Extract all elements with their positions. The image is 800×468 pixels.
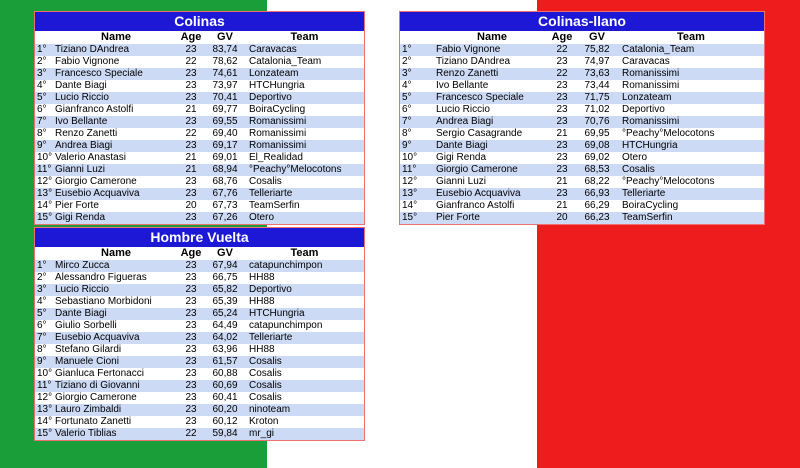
team-cell: Telleriarte <box>245 332 364 344</box>
table-row <box>35 56 364 68</box>
team-cell: El_Realidad <box>245 152 364 164</box>
rank-cell: 6° <box>35 320 55 332</box>
table-row <box>35 296 364 308</box>
rank-cell: 6° <box>35 104 55 116</box>
gv-cell: 67,26 <box>205 212 245 224</box>
ranking-table <box>35 247 364 440</box>
age-cell: 23 <box>548 188 576 200</box>
gv-cell: 78,62 <box>205 56 245 68</box>
gv-cell: 66,29 <box>576 200 618 212</box>
rank-cell: 15° <box>35 212 55 224</box>
gv-cell: 70,76 <box>576 116 618 128</box>
age-cell: 21 <box>548 176 576 188</box>
team-cell: Romanissimi <box>618 80 764 92</box>
table-row <box>35 104 364 116</box>
rank-cell: 14° <box>35 200 55 212</box>
age-cell: 23 <box>177 416 205 428</box>
gv-cell: 69,55 <box>205 116 245 128</box>
header-team: Team <box>677 31 705 43</box>
rank-cell: 7° <box>35 332 55 344</box>
rank-cell: 5° <box>35 308 55 320</box>
team-cell: Cosalis <box>245 176 364 188</box>
age-cell: 23 <box>177 332 205 344</box>
team-cell: ninoteam <box>245 404 364 416</box>
ranking-table-colinas-llano <box>399 11 765 225</box>
age-cell: 23 <box>177 380 205 392</box>
gv-cell: 74,61 <box>205 68 245 80</box>
rider-name-cell: Fabio Vignone <box>436 44 548 56</box>
gv-cell: 65,24 <box>205 308 245 320</box>
rank-cell: 12° <box>35 392 55 404</box>
rider-name-cell: Tiziano DAndrea <box>55 44 177 56</box>
ranking-table-hombre-vuelta <box>34 227 365 441</box>
rank-cell: 8° <box>35 344 55 356</box>
rank-cell: 12° <box>35 176 55 188</box>
rider-name-cell: Tiziano DAndrea <box>436 56 548 68</box>
header-name: Name <box>477 31 507 43</box>
rider-name-cell: Andrea Biagi <box>436 116 548 128</box>
gv-cell: 61,57 <box>205 356 245 368</box>
table-row <box>400 104 764 116</box>
team-cell: HH88 <box>245 296 364 308</box>
team-cell: Romanissimi <box>618 68 764 80</box>
rider-name-cell: Lucio Riccio <box>436 104 548 116</box>
header-pos <box>35 247 55 260</box>
team-cell: BoiraCycling <box>245 104 364 116</box>
table-row <box>400 56 764 68</box>
ranking-table <box>400 31 764 224</box>
age-cell: 23 <box>548 92 576 104</box>
team-cell: Otero <box>245 212 364 224</box>
table-row <box>35 80 364 92</box>
gv-cell: 64,49 <box>205 320 245 332</box>
gv-cell: 69,40 <box>205 128 245 140</box>
header-team: Team <box>290 247 319 259</box>
table-title: Colinas <box>35 12 364 31</box>
rank-cell: 7° <box>400 116 436 128</box>
rank-cell: 3° <box>35 284 55 296</box>
gv-cell: 67,94 <box>205 260 245 272</box>
table-title: Hombre Vuelta <box>35 228 364 247</box>
rank-cell: 10° <box>35 152 55 164</box>
rank-cell: 14° <box>400 200 436 212</box>
rider-name-cell: Sebastiano Morbidoni <box>55 296 177 308</box>
team-cell: Lonzateam <box>618 92 764 104</box>
table-row <box>35 68 364 80</box>
table-row <box>400 68 764 80</box>
rank-cell: 11° <box>35 380 55 392</box>
rider-name-cell: Gigi Renda <box>55 212 177 224</box>
rank-cell: 15° <box>35 428 55 440</box>
rank-cell: 5° <box>400 92 436 104</box>
gv-cell: 60,41 <box>205 392 245 404</box>
rank-cell: 11° <box>400 164 436 176</box>
rider-name-cell: Ivo Bellante <box>55 116 177 128</box>
table-row <box>35 284 364 296</box>
gv-cell: 83,74 <box>205 44 245 56</box>
age-cell: 23 <box>177 80 205 92</box>
rider-name-cell: Renzo Zanetti <box>55 128 177 140</box>
rider-name-cell: Dante Biagi <box>436 140 548 152</box>
team-cell: Kroton <box>245 416 364 428</box>
table-row <box>35 308 364 320</box>
rider-name-cell: Eusebio Acquaviva <box>436 188 548 200</box>
team-cell: catapunchimpon <box>245 320 364 332</box>
team-cell: °Peachy°Melocotons <box>618 176 764 188</box>
gv-cell: 64,02 <box>205 332 245 344</box>
table-row <box>400 164 764 176</box>
rank-cell: 3° <box>400 68 436 80</box>
age-cell: 23 <box>177 260 205 272</box>
ranking-table <box>35 31 364 224</box>
gv-cell: 69,95 <box>576 128 618 140</box>
rank-cell: 2° <box>35 272 55 284</box>
rider-name-cell: Sergio Casagrande <box>436 128 548 140</box>
rider-name-cell: Pier Forte <box>55 200 177 212</box>
rider-name-cell: Gigi Renda <box>436 152 548 164</box>
header-age: Age <box>180 247 202 259</box>
age-cell: 23 <box>177 116 205 128</box>
rider-name-cell: Andrea Biagi <box>55 140 177 152</box>
gv-cell: 66,23 <box>576 212 618 224</box>
table-row <box>35 416 364 428</box>
table-header-row <box>35 247 364 260</box>
age-cell: 21 <box>548 200 576 212</box>
rider-name-cell: Valerio Tiblias <box>55 428 177 440</box>
rider-name-cell: Giulio Sorbelli <box>55 320 177 332</box>
rider-name-cell: Gianni Luzi <box>436 176 548 188</box>
age-cell: 22 <box>177 428 205 440</box>
age-cell: 22 <box>548 44 576 56</box>
team-cell: HTCHungria <box>245 308 364 320</box>
gv-cell: 60,12 <box>205 416 245 428</box>
table-row <box>35 368 364 380</box>
rider-name-cell: Eusebio Acquaviva <box>55 332 177 344</box>
rank-cell: 1° <box>35 260 55 272</box>
rank-cell: 7° <box>35 116 55 128</box>
gv-cell: 73,97 <box>205 80 245 92</box>
rider-name-cell: Dante Biagi <box>55 80 177 92</box>
gv-cell: 73,44 <box>576 80 618 92</box>
age-cell: 23 <box>177 284 205 296</box>
age-cell: 23 <box>548 152 576 164</box>
team-cell: °Peachy°Melocotons <box>245 164 364 176</box>
gv-cell: 68,76 <box>205 176 245 188</box>
team-cell: Romanissimi <box>245 116 364 128</box>
gv-cell: 75,82 <box>576 44 618 56</box>
header-pos <box>400 31 436 44</box>
age-cell: 21 <box>177 152 205 164</box>
age-cell: 23 <box>177 272 205 284</box>
rank-cell: 9° <box>35 140 55 152</box>
age-cell: 23 <box>548 80 576 92</box>
table-row <box>35 212 364 224</box>
gv-cell: 74,97 <box>576 56 618 68</box>
gv-cell: 69,77 <box>205 104 245 116</box>
gv-cell: 66,93 <box>576 188 618 200</box>
team-cell: Lonzateam <box>245 68 364 80</box>
team-cell: Cosalis <box>618 164 764 176</box>
team-cell: HH88 <box>245 272 364 284</box>
table-row <box>35 404 364 416</box>
age-cell: 23 <box>548 56 576 68</box>
table-row <box>400 176 764 188</box>
gv-cell: 65,82 <box>205 284 245 296</box>
table-header-row <box>35 31 364 44</box>
header-age: Age <box>180 31 202 43</box>
rank-cell: 13° <box>35 404 55 416</box>
team-cell: Deportivo <box>245 284 364 296</box>
table-row <box>400 116 764 128</box>
age-cell: 23 <box>177 392 205 404</box>
rider-name-cell: Fabio Vignone <box>55 56 177 68</box>
age-cell: 22 <box>177 128 205 140</box>
team-cell: Deportivo <box>618 104 764 116</box>
gv-cell: 60,88 <box>205 368 245 380</box>
rank-cell: 5° <box>35 92 55 104</box>
age-cell: 21 <box>177 104 205 116</box>
rank-cell: 2° <box>35 56 55 68</box>
team-cell: Otero <box>618 152 764 164</box>
rider-name-cell: Lucio Riccio <box>55 92 177 104</box>
rider-name-cell: Alessandro Figueras <box>55 272 177 284</box>
team-cell: Cosalis <box>245 392 364 404</box>
rider-name-cell: Manuele Cioni <box>55 356 177 368</box>
header-name: Name <box>101 247 131 259</box>
rider-name-cell: Mirco Zucca <box>55 260 177 272</box>
gv-cell: 68,53 <box>576 164 618 176</box>
table-row <box>35 392 364 404</box>
team-cell: TeamSerfin <box>245 200 364 212</box>
team-cell: Telleriarte <box>618 188 764 200</box>
gv-cell: 73,63 <box>576 68 618 80</box>
gv-cell: 69,17 <box>205 140 245 152</box>
table-row <box>35 260 364 272</box>
table-row <box>35 428 364 440</box>
rank-cell: 15° <box>400 212 436 224</box>
gv-cell: 70,41 <box>205 92 245 104</box>
rank-cell: 4° <box>400 80 436 92</box>
table-row <box>400 80 764 92</box>
rider-name-cell: Gianluca Fertonacci <box>55 368 177 380</box>
team-cell: Catalonia_Team <box>245 56 364 68</box>
age-cell: 23 <box>177 356 205 368</box>
gv-cell: 63,96 <box>205 344 245 356</box>
age-cell: 23 <box>177 188 205 200</box>
age-cell: 23 <box>177 140 205 152</box>
table-row <box>400 188 764 200</box>
rider-name-cell: Giorgio Camerone <box>55 176 177 188</box>
age-cell: 23 <box>177 44 205 56</box>
team-cell: Deportivo <box>245 92 364 104</box>
table-row <box>35 164 364 176</box>
age-cell: 23 <box>177 308 205 320</box>
rank-cell: 4° <box>35 80 55 92</box>
gv-cell: 71,75 <box>576 92 618 104</box>
rank-cell: 13° <box>35 188 55 200</box>
team-cell: Cosalis <box>245 368 364 380</box>
team-cell: mr_gi <box>245 428 364 440</box>
age-cell: 23 <box>177 404 205 416</box>
gv-cell: 68,94 <box>205 164 245 176</box>
header-pos <box>35 31 55 44</box>
table-row <box>35 188 364 200</box>
table-row <box>35 140 364 152</box>
table-row <box>35 356 364 368</box>
table-row <box>35 320 364 332</box>
header-gv: GV <box>217 247 233 259</box>
header-team: Team <box>290 31 319 43</box>
gv-cell: 59,84 <box>205 428 245 440</box>
team-cell: Caravacas <box>245 44 364 56</box>
rank-cell: 13° <box>400 188 436 200</box>
rank-cell: 4° <box>35 296 55 308</box>
table-row <box>35 92 364 104</box>
table-row <box>35 272 364 284</box>
gv-cell: 60,69 <box>205 380 245 392</box>
age-cell: 20 <box>548 212 576 224</box>
age-cell: 23 <box>548 104 576 116</box>
table-row <box>35 176 364 188</box>
team-cell: Cosalis <box>245 380 364 392</box>
rider-name-cell: Valerio Anastasi <box>55 152 177 164</box>
age-cell: 22 <box>548 68 576 80</box>
header-name: Name <box>101 31 131 43</box>
team-cell: Catalonia_Team <box>618 44 764 56</box>
rider-name-cell: Eusebio Acquaviva <box>55 188 177 200</box>
rider-name-cell: Francesco Speciale <box>55 68 177 80</box>
team-cell: Telleriarte <box>245 188 364 200</box>
table-row <box>35 44 364 56</box>
table-header-row <box>400 31 764 44</box>
rank-cell: 9° <box>400 140 436 152</box>
rider-name-cell: Gianni Luzi <box>55 164 177 176</box>
rider-name-cell: Lucio Riccio <box>55 284 177 296</box>
team-cell: HTCHungria <box>618 140 764 152</box>
team-cell: BoiraCycling <box>618 200 764 212</box>
table-row <box>400 92 764 104</box>
table-row <box>35 128 364 140</box>
rider-name-cell: Ivo Bellante <box>436 80 548 92</box>
table-row <box>35 152 364 164</box>
rider-name-cell: Stefano Gilardi <box>55 344 177 356</box>
rider-name-cell: Gianfranco Astolfi <box>55 104 177 116</box>
age-cell: 23 <box>548 140 576 152</box>
age-cell: 23 <box>177 68 205 80</box>
rank-cell: 8° <box>400 128 436 140</box>
rank-cell: 12° <box>400 176 436 188</box>
ranking-table-colinas <box>34 11 365 225</box>
table-row <box>400 200 764 212</box>
header-gv: GV <box>589 31 605 43</box>
table-row <box>35 116 364 128</box>
age-cell: 23 <box>177 176 205 188</box>
gv-cell: 68,22 <box>576 176 618 188</box>
gv-cell: 69,08 <box>576 140 618 152</box>
rider-name-cell: Giorgio Camerone <box>55 392 177 404</box>
age-cell: 21 <box>548 128 576 140</box>
rider-name-cell: Fortunato Zanetti <box>55 416 177 428</box>
rank-cell: 8° <box>35 128 55 140</box>
team-cell: TeamSerfin <box>618 212 764 224</box>
rank-cell: 2° <box>400 56 436 68</box>
rider-name-cell: Gianfranco Astolfi <box>436 200 548 212</box>
table-row <box>400 128 764 140</box>
rider-name-cell: Pier Forte <box>436 212 548 224</box>
table-row <box>400 44 764 56</box>
rank-cell: 14° <box>35 416 55 428</box>
rank-cell: 6° <box>400 104 436 116</box>
rider-name-cell: Dante Biagi <box>55 308 177 320</box>
rank-cell: 10° <box>35 368 55 380</box>
team-cell: °Peachy°Melocotons <box>618 128 764 140</box>
table-row <box>400 212 764 224</box>
rank-cell: 1° <box>400 44 436 56</box>
age-cell: 23 <box>177 344 205 356</box>
age-cell: 23 <box>177 212 205 224</box>
team-cell: Romanissimi <box>245 140 364 152</box>
team-cell: Romanissimi <box>618 116 764 128</box>
age-cell: 23 <box>177 320 205 332</box>
table-row <box>400 152 764 164</box>
age-cell: 23 <box>548 164 576 176</box>
rider-name-cell: Renzo Zanetti <box>436 68 548 80</box>
age-cell: 23 <box>177 92 205 104</box>
gv-cell: 71,02 <box>576 104 618 116</box>
table-row <box>35 344 364 356</box>
gv-cell: 65,39 <box>205 296 245 308</box>
rider-name-cell: Tiziano di Giovanni <box>55 380 177 392</box>
age-cell: 22 <box>177 56 205 68</box>
table-title: Colinas-llano <box>400 12 764 31</box>
team-cell: catapunchimpon <box>245 260 364 272</box>
age-cell: 23 <box>548 116 576 128</box>
team-cell: HTCHungria <box>245 80 364 92</box>
age-cell: 23 <box>177 368 205 380</box>
team-cell: Cosalis <box>245 356 364 368</box>
age-cell: 20 <box>177 200 205 212</box>
gv-cell: 67,76 <box>205 188 245 200</box>
age-cell: 21 <box>177 164 205 176</box>
rank-cell: 9° <box>35 356 55 368</box>
rider-name-cell: Giorgio Camerone <box>436 164 548 176</box>
rider-name-cell: Francesco Speciale <box>436 92 548 104</box>
team-cell: Caravacas <box>618 56 764 68</box>
team-cell: Romanissimi <box>245 128 364 140</box>
gv-cell: 69,02 <box>576 152 618 164</box>
age-cell: 23 <box>177 296 205 308</box>
team-cell: HH88 <box>245 344 364 356</box>
header-gv: GV <box>217 31 233 43</box>
rank-cell: 11° <box>35 164 55 176</box>
rank-cell: 1° <box>35 44 55 56</box>
table-row <box>35 200 364 212</box>
gv-cell: 66,75 <box>205 272 245 284</box>
gv-cell: 69,01 <box>205 152 245 164</box>
rank-cell: 10° <box>400 152 436 164</box>
gv-cell: 67,73 <box>205 200 245 212</box>
table-row <box>35 380 364 392</box>
table-row <box>35 332 364 344</box>
table-row <box>400 140 764 152</box>
rider-name-cell: Lauro Zimbaldi <box>55 404 177 416</box>
gv-cell: 60,20 <box>205 404 245 416</box>
rank-cell: 3° <box>35 68 55 80</box>
header-age: Age <box>551 31 573 43</box>
